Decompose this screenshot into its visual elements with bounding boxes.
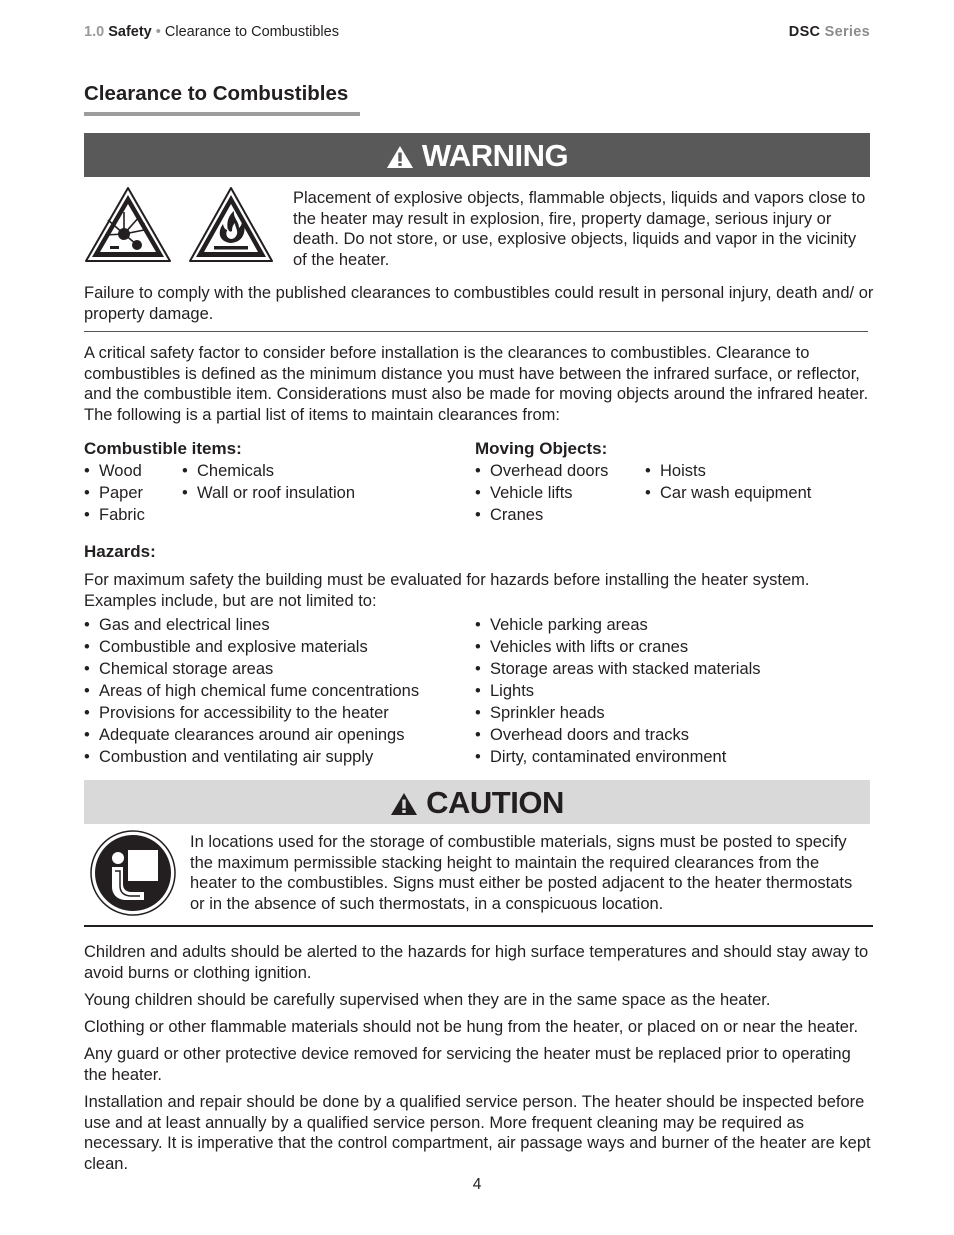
divider <box>84 331 868 332</box>
list-item: • Vehicles with lifts or cranes <box>475 636 761 658</box>
list-item: • Gas and electrical lines <box>84 614 419 636</box>
intro-text: A critical safety factor to consider before installation is the clearances to combustibles. Clearance to combustibles is defined as the minimum distance you must have between the infrared surface, or reflector, and the combustible item. Considerations must also be made for moving objects around the infrared heater. The following is a partial list of items to maintain clearances from: <box>84 344 869 424</box>
paragraph: Installation and repair should be done by a qualified service person. The heater should be inspected before use and at least annually by a qualified service person. More frequent cleaning may be required as necessary. It is imperative that the control compartment, air passage ways and burner of the heater are kept clean. <box>84 1093 871 1173</box>
page-number: 4 <box>472 1176 482 1193</box>
hazards-intro: For maximum safety the building must be evaluated for hazards before installing the heater system. Examples include, but are not limited to: <box>84 571 810 610</box>
caution-text: In locations used for the storage of combustible materials, signs must be posted to specify the maximum permissible stacking height to maintain the required clearances from the heater to the combustibles. Signs must either be posted adjacent to the heater thermostats or in the absence of such thermostats, in a conspicuous location. <box>190 833 853 913</box>
hazards-heading: Hazards: <box>84 542 156 561</box>
caution-bottom-rule <box>84 925 873 927</box>
list-item: • Dirty, contaminated environment <box>475 746 761 768</box>
list-item: • Combustion and ventilating air supply <box>84 746 419 768</box>
moving-list-col2 <box>645 460 811 504</box>
caution-triangle-icon <box>390 792 418 816</box>
list-item: • Overhead doors and tracks <box>475 724 761 746</box>
list-item: • Overhead doors <box>475 460 608 482</box>
combustible-list-col1 <box>84 460 145 526</box>
list-item: • Adequate clearances around air openings <box>84 724 419 746</box>
list-item: • Wood <box>84 460 145 482</box>
list-item: • Combustible and explosive materials <box>84 636 419 658</box>
paragraph: Clothing or other flammable materials should not be hung from the heater, or placed on or near the heater. <box>84 1018 859 1036</box>
section-number: 1.0 <box>84 24 105 40</box>
list-item: • Areas of high chemical fume concentrations <box>84 680 419 702</box>
paragraph: Children and adults should be alerted to the hazards for high surface temperatures and should stay away to avoid burns or clothing ignition. <box>84 943 869 982</box>
list-item: • Sprinkler heads <box>475 702 761 724</box>
paragraph: Young children should be carefully supervised when they are in the same space as the heater. <box>84 991 771 1009</box>
list-item: • Vehicle parking areas <box>475 614 761 636</box>
caution-label: CAUTION <box>426 785 564 820</box>
list-item: • Paper <box>84 482 145 504</box>
combustible-heading: Combustible items: <box>84 439 242 458</box>
title-underline <box>84 112 360 116</box>
list-item: • Provisions for accessibility to the heater <box>84 702 419 724</box>
moving-objects-heading: Moving Objects: <box>475 439 608 458</box>
combustible-list-col2 <box>182 460 355 504</box>
warning-label: WARNING <box>421 138 569 173</box>
series-brand: DSC <box>788 24 821 40</box>
list-item: • Chemicals <box>182 460 355 482</box>
warning-text: Placement of explosive objects, flammable objects, liquids and vapors close to the heater may result in explosion, fire, property damage, serious injury or death. Do not store, or use, explosive objects, liquids and vapor in the vicinity of the heater. <box>293 189 866 269</box>
hazards-list-col1 <box>84 614 419 768</box>
list-item: • Lights <box>475 680 761 702</box>
list-item: • Vehicle lifts <box>475 482 608 504</box>
breadcrumb-separator: • <box>155 24 161 40</box>
hazards-list-col2 <box>475 614 761 768</box>
read-manual-icon <box>90 830 176 916</box>
list-item: • Car wash equipment <box>645 482 811 504</box>
paragraph: Any guard or other protective device removed for servicing the heater must be replaced prior to operating the heater. <box>84 1045 851 1084</box>
list-item: • Chemical storage areas <box>84 658 419 680</box>
failure-text: Failure to comply with the published clearances to combustibles could result in personal injury, death and/ or property damage. <box>84 284 874 323</box>
page-title: Clearance to Combustibles <box>84 82 349 105</box>
warning-banner <box>84 133 870 177</box>
moving-list-col1 <box>475 460 608 526</box>
list-item: • Cranes <box>475 504 608 526</box>
caution-banner <box>84 780 870 824</box>
list-item: • Fabric <box>84 504 145 526</box>
list-item: • Storage areas with stacked materials <box>475 658 761 680</box>
explosive-hazard-icon <box>84 186 172 263</box>
list-item: • Hoists <box>645 460 811 482</box>
section-name: Safety <box>108 24 152 40</box>
warning-triangle-icon <box>386 145 414 169</box>
breadcrumb <box>84 24 339 40</box>
series-label <box>789 24 870 40</box>
flammable-hazard-icon <box>188 186 274 263</box>
series-word: Series <box>824 24 870 40</box>
list-item: • Wall or roof insulation <box>182 482 355 504</box>
subsection-name: Clearance to Combustibles <box>164 24 339 40</box>
